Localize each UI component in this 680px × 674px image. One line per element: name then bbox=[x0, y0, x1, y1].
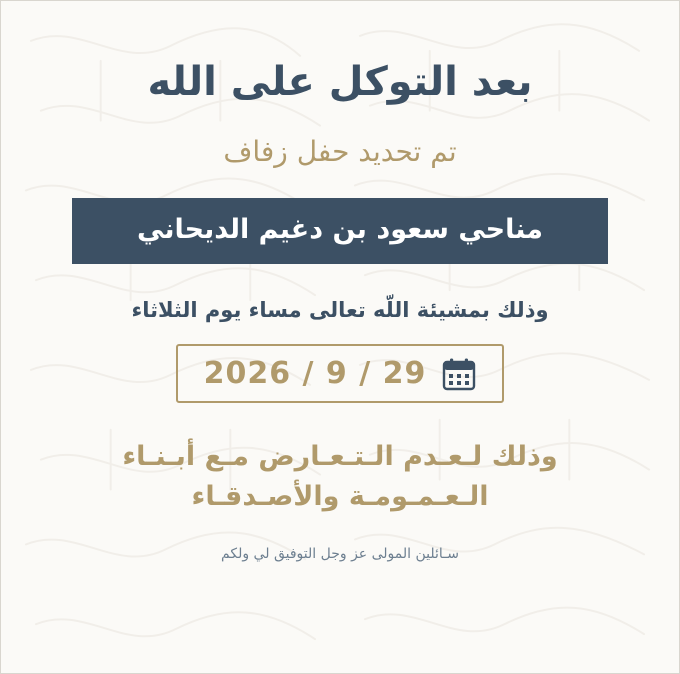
note bbox=[122, 437, 557, 515]
card-content bbox=[1, 1, 679, 562]
groom-name-banner: مناحي سعود بن دغيم الديحاني bbox=[72, 198, 608, 264]
subline: تم تحديد حفل زفاف bbox=[223, 135, 457, 168]
date-box bbox=[176, 344, 505, 403]
calendar-icon bbox=[442, 357, 476, 391]
headline: بعد التوكل على الله bbox=[147, 59, 533, 105]
occasion-text: وذلك بمشيئة اللّه تعالى مساء يوم الثلاثاء bbox=[131, 298, 549, 323]
note-line-2: الـعـمـومـة والأصـدقـاء bbox=[191, 480, 489, 512]
footer-text: سـائلين المولى عز وجل التوفيق لي ولكم bbox=[221, 545, 459, 562]
note-line-1: وذلك لـعـدم الـتـعـارض مـع أبـنـاء bbox=[122, 441, 558, 473]
date-value: 2026 / 9 / 29 bbox=[203, 356, 427, 392]
